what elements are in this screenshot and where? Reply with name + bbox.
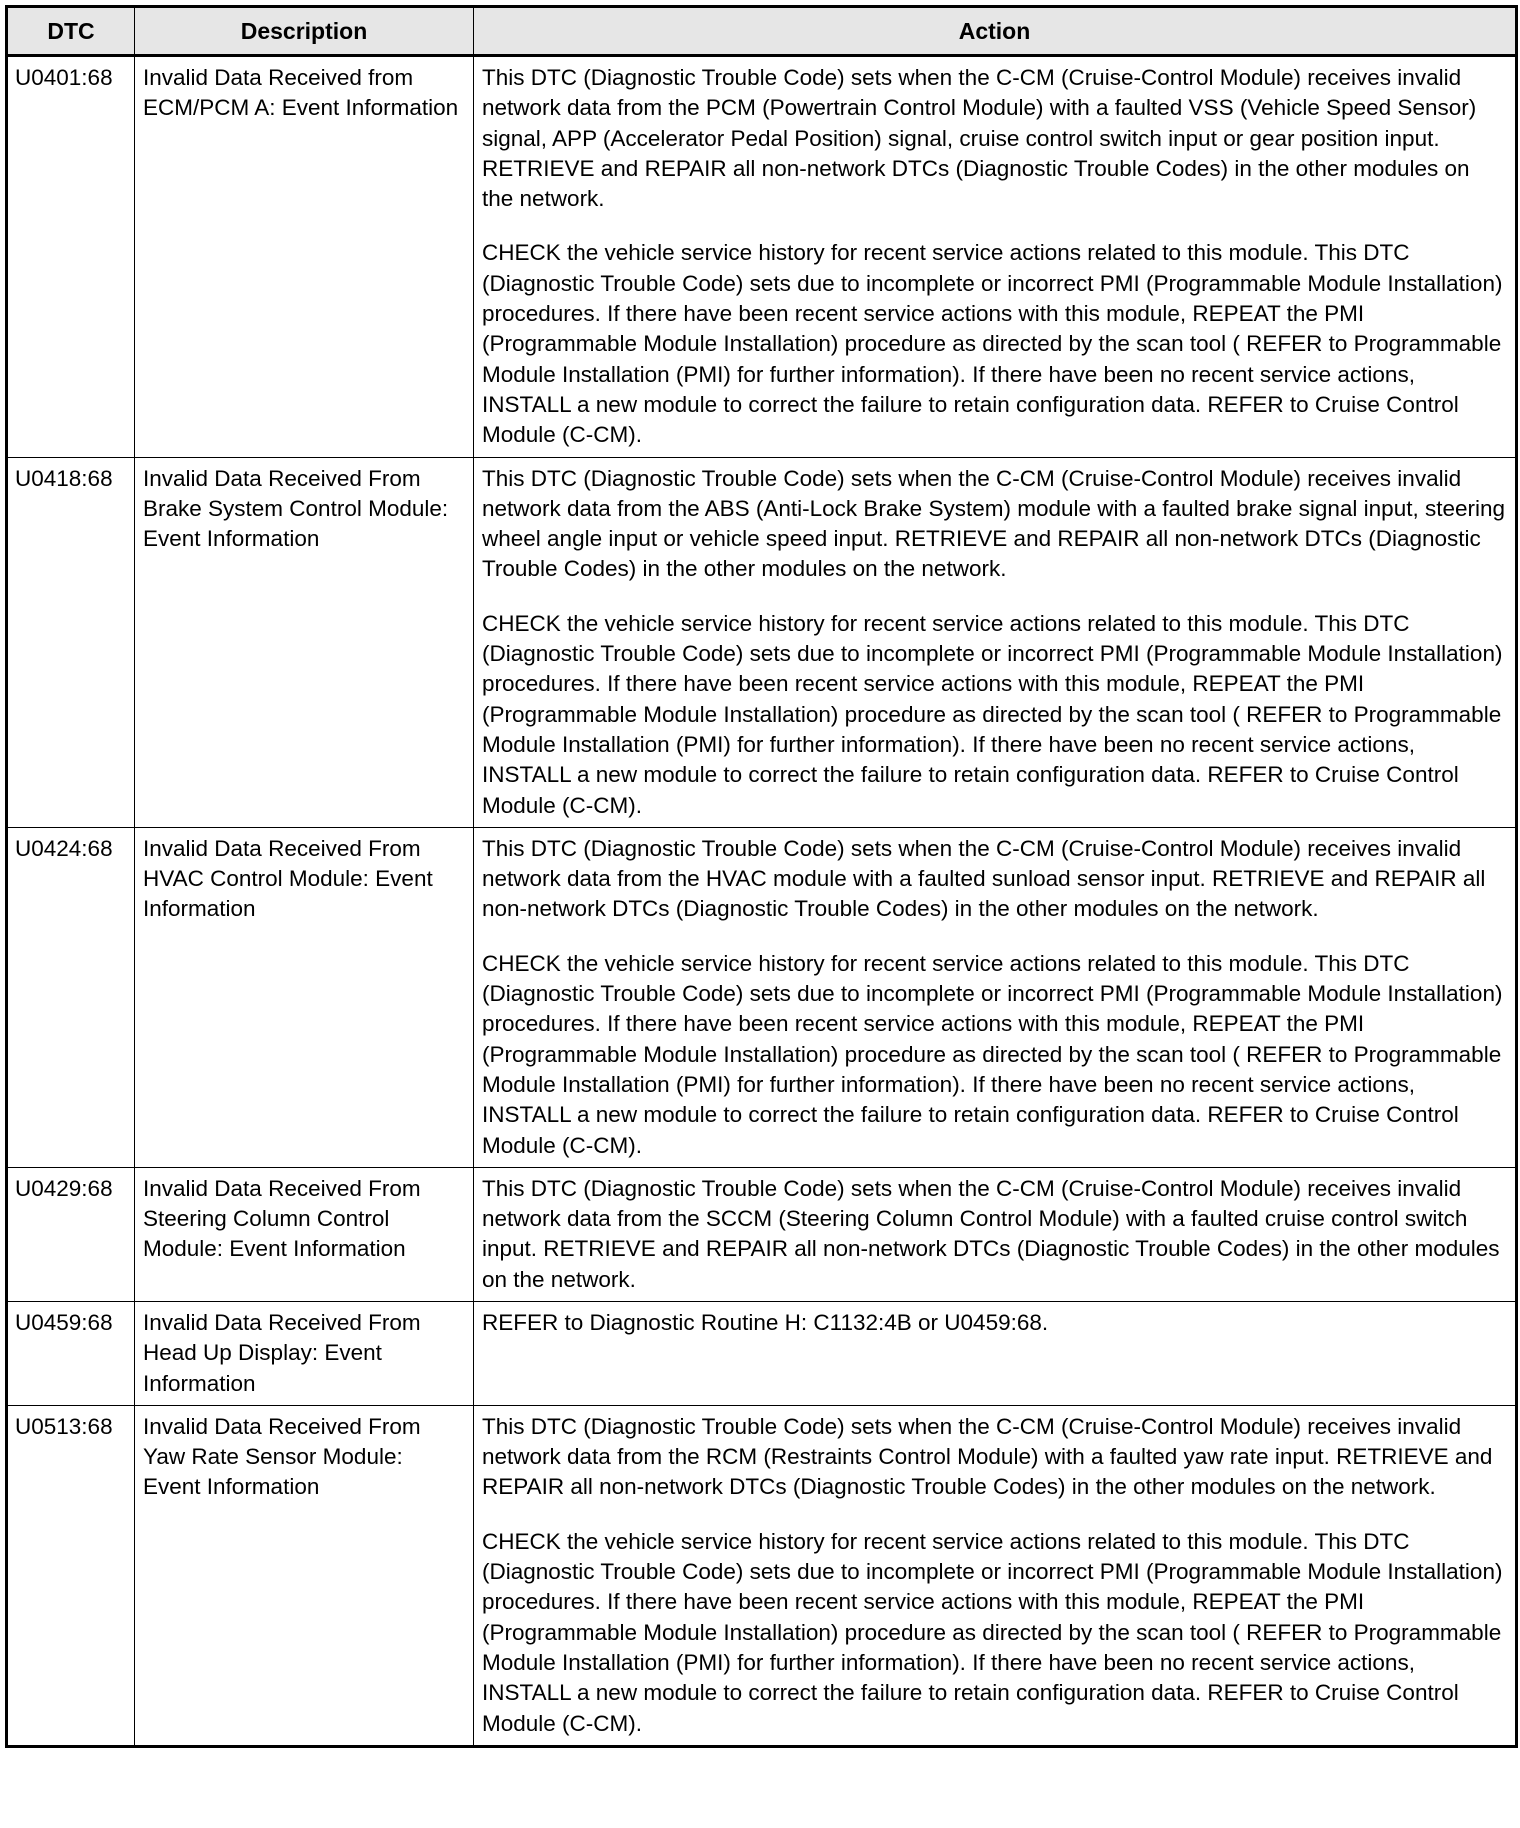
dtc-action bbox=[474, 827, 1517, 1167]
dtc-description: Invalid Data Received From Brake System Control Module: Event Information bbox=[135, 457, 474, 827]
table-row bbox=[7, 827, 1517, 1167]
dtc-description: Invalid Data Received From Steering Column Control Module: Event Information bbox=[135, 1167, 474, 1301]
header-dtc: DTC bbox=[7, 7, 135, 56]
dtc-code: U0429:68 bbox=[7, 1167, 135, 1301]
table-row bbox=[7, 457, 1517, 827]
dtc-code: U0424:68 bbox=[7, 827, 135, 1167]
dtc-code: U0401:68 bbox=[7, 56, 135, 458]
dtc-code: U0459:68 bbox=[7, 1301, 135, 1405]
document-page bbox=[5, 5, 1515, 1823]
action-paragraph: CHECK the vehicle service history for recent service actions related to this module. This DTC (Diagnostic Trouble Code) sets due to incomplete or incorrect PMI (Programmable Module Installation) procedures. If there have been recent service actions with this module, REPEAT the PMI (Programmable Module Installation) procedure as directed by the scan tool ( REFER to Programmable Module Installation (PMI) for further information). If there have been no recent service actions, INSTALL a new module to correct the failure to retain configuration data. REFER to Cruise Control Module (C-CM). bbox=[482, 610, 1503, 818]
table-header-row bbox=[7, 7, 1517, 56]
table-row bbox=[7, 56, 1517, 458]
dtc-table bbox=[5, 5, 1518, 1748]
action-paragraph: CHECK the vehicle service history for recent service actions related to this module. This DTC (Diagnostic Trouble Code) sets due to incomplete or incorrect PMI (Programmable Module Installation) procedures. If there have been recent service actions with this module, REPEAT the PMI (Programmable Module Installation) procedure as directed by the scan tool ( REFER to Programmable Module Installation (PMI) for further information). If there have been no recent service actions, INSTALL a new module to correct the failure to retain configuration data. REFER to Cruise Control Module (C-CM). bbox=[482, 1528, 1503, 1736]
dtc-description: Invalid Data Received from ECM/PCM A: Event Information bbox=[135, 56, 474, 458]
action-paragraph: CHECK the vehicle service history for recent service actions related to this module. This DTC (Diagnostic Trouble Code) sets due to incomplete or incorrect PMI (Programmable Module Installation) procedures. If there have been recent service actions with this module, REPEAT the PMI (Programmable Module Installation) procedure as directed by the scan tool ( REFER to Programmable Module Installation (PMI) for further information). If there have been no recent service actions, INSTALL a new module to correct the failure to retain configuration data. REFER to Cruise Control Module (C-CM). bbox=[482, 950, 1503, 1158]
dtc-code: U0418:68 bbox=[7, 457, 135, 827]
header-description: Description bbox=[135, 7, 474, 56]
dtc-action bbox=[474, 457, 1517, 827]
table-row bbox=[7, 1405, 1517, 1746]
action-paragraph: REFER to Diagnostic Routine H: C1132:4B or U0459:68. bbox=[482, 1309, 1049, 1335]
table-row bbox=[7, 1167, 1517, 1301]
dtc-action bbox=[474, 1405, 1517, 1746]
action-paragraph: This DTC (Diagnostic Trouble Code) sets when the C-CM (Cruise-Control Module) receives invalid network data from the HVAC module with a faulted sunload sensor input. RETRIEVE and REPAIR all non-network DTCs (Diagnostic Trouble Codes) in the other modules on the network. bbox=[482, 835, 1486, 922]
action-paragraph: This DTC (Diagnostic Trouble Code) sets when the C-CM (Cruise-Control Module) receives invalid network data from the SCCM (Steering Column Control Module) with a faulted cruise control switch input. RETRIEVE and REPAIR all non-network DTCs (Diagnostic Trouble Codes) in the other modules on the network. bbox=[482, 1175, 1500, 1292]
action-paragraph: This DTC (Diagnostic Trouble Code) sets when the C-CM (Cruise-Control Module) receives invalid network data from the RCM (Restraints Control Module) with a faulted yaw rate input. RETRIEVE and REPAIR all non-network DTCs (Diagnostic Trouble Codes) in the other modules on the network. bbox=[482, 1413, 1493, 1500]
action-paragraph: This DTC (Diagnostic Trouble Code) sets when the C-CM (Cruise-Control Module) receives invalid network data from the ABS (Anti-Lock Brake System) module with a faulted brake signal input, steering wheel angle input or vehicle speed input. RETRIEVE and REPAIR all non-network DTCs (Diagnostic Trouble Codes) in the other modules on the network. bbox=[482, 465, 1506, 582]
dtc-description: Invalid Data Received From Head Up Display: Event Information bbox=[135, 1301, 474, 1405]
dtc-code: U0513:68 bbox=[7, 1405, 135, 1746]
dtc-description: Invalid Data Received From HVAC Control Module: Event Information bbox=[135, 827, 474, 1167]
dtc-description: Invalid Data Received From Yaw Rate Sensor Module: Event Information bbox=[135, 1405, 474, 1746]
dtc-action bbox=[474, 1301, 1517, 1405]
dtc-action bbox=[474, 56, 1517, 458]
dtc-action bbox=[474, 1167, 1517, 1301]
table-body bbox=[7, 56, 1517, 1747]
action-paragraph: This DTC (Diagnostic Trouble Code) sets when the C-CM (Cruise-Control Module) receives invalid network data from the PCM (Powertrain Control Module) with a faulted VSS (Vehicle Speed Sensor) signal, APP (Accelerator Pedal Position) signal, cruise control switch input or gear position input. RETRIEVE and REPAIR all non-network DTCs (Diagnostic Trouble Codes) in the other modules on the network. bbox=[482, 65, 1477, 212]
action-paragraph: CHECK the vehicle service history for recent service actions related to this module. This DTC (Diagnostic Trouble Code) sets due to incomplete or incorrect PMI (Programmable Module Installation) procedures. If there have been recent service actions with this module, REPEAT the PMI (Programmable Module Installation) procedure as directed by the scan tool ( REFER to Programmable Module Installation (PMI) for further information). If there have been no recent service actions, INSTALL a new module to correct the failure to retain configuration data. REFER to Cruise Control Module (C-CM). bbox=[482, 240, 1503, 448]
table-row bbox=[7, 1301, 1517, 1405]
header-action: Action bbox=[474, 7, 1517, 56]
